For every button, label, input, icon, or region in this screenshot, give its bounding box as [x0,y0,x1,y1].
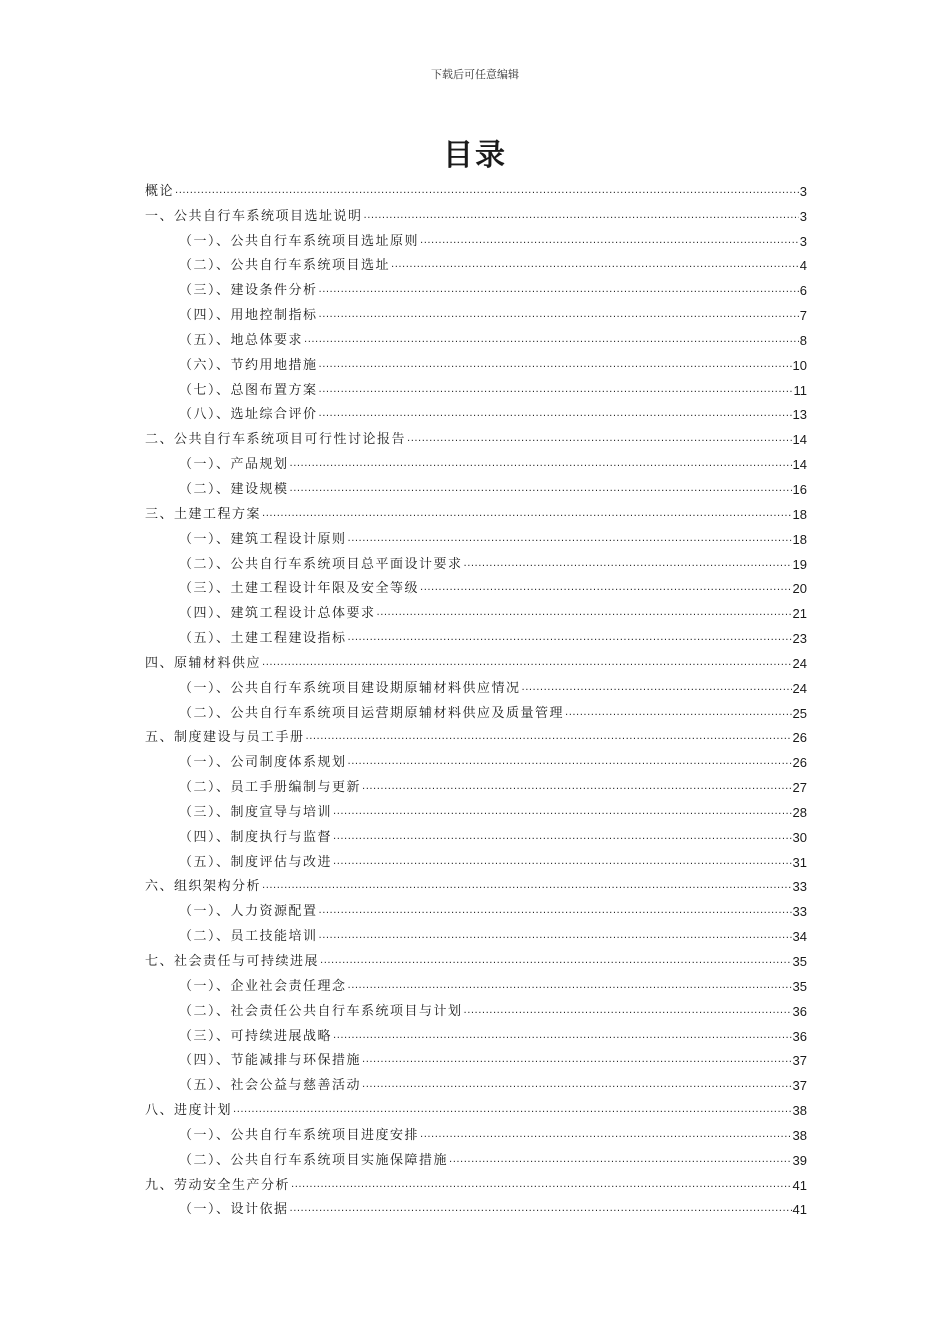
toc-entry-label: （一）、产品规划 [179,457,289,473]
toc-entry-label: 七、社会责任与可持续进展 [145,954,320,969]
toc-page-number: 3 [799,233,807,249]
toc-leader-dots [377,606,792,620]
toc-entry-label: （二）、员工手册编制与更新 [179,780,362,796]
toc-subentry[interactable] [145,574,807,599]
toc-entry-label: （二）、员工技能培训 [179,929,318,945]
toc-page-number: 16 [792,481,807,497]
toc-entry-label: （一）、设计依据 [179,1202,289,1218]
toc-entry[interactable] [145,946,807,971]
toc-subentry[interactable] [145,1046,807,1071]
toc-page-number: 27 [792,780,807,796]
toc-entry-label: （一）、人力资源配置 [179,904,318,920]
toc-entry-label: （一）、公共自行车系统项目建设期原辅材料供应情况 [179,680,521,696]
toc-page-number: 33 [792,904,807,920]
toc-page-number: 24 [792,680,807,696]
toc-entry-label: （四）、制度执行与监督 [179,829,333,845]
toc-page-number: 23 [792,631,807,647]
toc-page-number: 30 [792,829,807,845]
toc-page-number: 20 [792,581,807,597]
toc-page-number: 19 [792,556,807,572]
toc-subentry[interactable] [145,1070,807,1095]
toc-entry[interactable] [145,648,807,673]
toc-subentry[interactable] [145,400,807,425]
toc-leader-dots [362,1078,792,1092]
toc-subentry[interactable] [145,549,807,574]
toc-leader-dots [262,656,792,670]
toc-leader-dots [364,209,799,223]
toc-subentry[interactable] [145,971,807,996]
toc-subentry[interactable] [145,325,807,350]
toc-page-number: 26 [792,730,807,746]
toc-leader-dots [464,1004,792,1018]
toc-leader-dots [420,581,792,595]
toc-page-number: 7 [799,308,807,324]
toc-entry-label: （四）、用地控制指标 [179,308,318,324]
toc-leader-dots [333,805,792,819]
toc-leader-dots [319,904,792,918]
toc-subentry[interactable] [145,847,807,872]
toc-leader-dots [319,407,792,421]
toc-subentry[interactable] [145,896,807,921]
toc-leader-dots [319,308,799,322]
toc-entry-label: （五）、社会公益与慈善活动 [179,1078,362,1094]
toc-entry-label: （七）、总图布置方案 [179,382,318,398]
toc-leader-dots [449,1153,792,1167]
toc-subentry[interactable] [145,449,807,474]
toc-page-number: 14 [792,432,807,448]
page-header-note: 下载后可任意编辑 [431,68,519,81]
toc-page-number: 14 [792,457,807,473]
toc-subentry[interactable] [145,673,807,698]
toc-leader-dots [348,532,792,546]
toc-leader-dots [420,234,799,248]
toc-leader-dots [333,855,792,869]
toc-subentry[interactable] [145,996,807,1021]
toc-subentry[interactable] [145,474,807,499]
toc-entry-label: （二）、公共自行车系统项目运营期原辅材料供应及质量管理 [179,705,565,721]
toc-leader-dots [304,333,799,347]
toc-page-number: 10 [792,357,807,373]
toc-leader-dots [262,507,792,521]
toc-page-number: 3 [799,183,807,199]
toc-entry[interactable] [145,1095,807,1120]
toc-subentry[interactable] [145,226,807,251]
toc-page-number: 37 [792,1053,807,1069]
toc-page-number: 41 [792,1177,807,1193]
toc-subentry[interactable] [145,1145,807,1170]
toc-leader-dots [291,1178,792,1192]
toc-leader-dots [306,730,792,744]
toc-entry[interactable] [145,201,807,226]
toc-page-number: 35 [792,978,807,994]
toc-page-number: 4 [799,258,807,274]
toc-page-number: 36 [792,1028,807,1044]
toc-leader-dots [319,283,799,297]
toc-entry-label: 一、公共自行车系统项目选址说明 [145,208,363,224]
toc-entry[interactable] [145,424,807,449]
toc-entry-label: 五、制度建设与员工手册 [145,730,305,746]
toc-subentry[interactable] [145,275,807,300]
toc-entry-label: （一）、公共自行车系统项目进度安排 [179,1127,420,1143]
toc-entry-label: （四）、建筑工程设计总体要求 [179,606,376,622]
toc-entry-label: （四）、节能减排与环保措施 [179,1053,362,1069]
toc-leader-dots [391,258,799,272]
toc-entry-label: （二）、公共自行车系统项目实施保障措施 [179,1152,449,1168]
toc-page-number: 37 [792,1078,807,1094]
toc-page-number: 18 [792,506,807,522]
toc-leader-dots [320,954,792,968]
toc-subentry[interactable] [145,251,807,276]
toc-entry-label: （八）、选址综合评价 [179,407,318,423]
toc-subentry[interactable] [145,524,807,549]
toc-entry-label: （五）、地总体要求 [179,332,304,348]
toc-subentry[interactable] [145,698,807,723]
toc-leader-dots [319,383,793,397]
toc-page-number: 39 [792,1152,807,1168]
toc-entry-label: （一）、公共自行车系统项目选址原则 [179,233,420,249]
toc-page-number: 36 [792,1003,807,1019]
toc-entry-label: 六、组织架构分析 [145,879,262,895]
toc-leader-dots [233,1103,792,1117]
toc-entry[interactable] [145,723,807,748]
toc-subentry[interactable] [145,350,807,375]
toc-page-number: 13 [792,407,807,423]
toc-page-number: 18 [792,531,807,547]
toc-subentry[interactable] [145,1195,807,1220]
toc-entry[interactable] [145,872,807,897]
toc-leader-dots [262,879,792,893]
toc-entry-label: （二）、公共自行车系统项目选址 [179,258,391,274]
toc-leader-dots [362,780,792,794]
toc-subentry[interactable] [145,1120,807,1145]
toc-page-number: 21 [792,606,807,622]
toc-leader-dots [175,184,799,198]
toc-entry-label: （二）、公共自行车系统项目总平面设计要求 [179,556,463,572]
toc-entry-label: （三）、可持续进展战略 [179,1028,333,1044]
toc-leader-dots [290,482,792,496]
toc-page-number: 28 [792,804,807,820]
toc-leader-dots [565,706,792,720]
toc-leader-dots [348,979,792,993]
toc-page-number: 8 [799,332,807,348]
toc-entry-label: （六）、节约用地措施 [179,357,318,373]
toc-page-number: 11 [793,382,807,398]
toc-subentry[interactable] [145,375,807,400]
toc-subentry[interactable] [145,921,807,946]
toc-entry[interactable] [145,1170,807,1195]
toc-leader-dots [319,358,792,372]
toc-page-number: 35 [792,954,807,969]
toc-leader-dots [290,1202,792,1216]
toc-entry-label: （五）、土建工程建设指标 [179,631,347,647]
toc-leader-dots [319,929,792,943]
toc-entry-label: 三、土建工程方案 [145,506,262,522]
toc-leader-dots [362,1053,792,1067]
toc-entry[interactable] [145,499,807,524]
toc-page-number: 26 [792,755,807,771]
toc-subentry[interactable] [145,822,807,847]
toc-entry[interactable] [145,176,807,201]
toc-subentry[interactable] [145,747,807,772]
toc-leader-dots [348,755,792,769]
toc-entry-label: （三）、土建工程设计年限及安全等级 [179,581,420,597]
toc-leader-dots [464,557,792,571]
toc-entry-label: （一）、企业社会责任理念 [179,978,347,994]
toc-page-number: 3 [799,208,807,224]
toc-leader-dots [348,631,792,645]
toc-page-number: 24 [792,655,807,671]
toc-leader-dots [407,432,792,446]
toc-entry-label: （三）、建设条件分析 [179,283,318,299]
toc-subentry[interactable] [145,772,807,797]
toc-subentry[interactable] [145,598,807,623]
toc-entry-label: （一）、建筑工程设计原则 [179,531,347,547]
toc-entry-label: （二）、社会责任公共自行车系统项目与计划 [179,1003,463,1019]
toc-entry-label: 四、原辅材料供应 [145,655,262,671]
toc-subentry[interactable] [145,623,807,648]
toc-subentry[interactable] [145,300,807,325]
toc-subentry[interactable] [145,1021,807,1046]
toc-entry-label: （五）、制度评估与改进 [179,854,333,870]
toc-subentry[interactable] [145,797,807,822]
toc-leader-dots [290,457,792,471]
toc-page-number: 41 [792,1202,807,1218]
toc-page-number: 6 [799,283,807,299]
toc-leader-dots [333,830,792,844]
toc-page-number: 25 [792,705,807,721]
toc-entry-label: 九、劳动安全生产分析 [145,1177,291,1193]
toc-entry-label: 概论 [145,183,175,199]
toc-entry-label: （三）、制度宣导与培训 [179,804,333,820]
toc-page-number: 31 [792,854,807,870]
toc-entry-label: 八、进度计划 [145,1103,233,1119]
table-of-contents [145,176,807,1219]
toc-leader-dots [333,1029,792,1043]
toc-entry-label: 二、公共自行车系统项目可行性讨论报告 [145,432,407,448]
toc-entry-label: （一）、公司制度体系规划 [179,755,347,771]
toc-page-number: 33 [792,879,807,895]
toc-leader-dots [522,681,792,695]
toc-page-number: 38 [792,1103,807,1119]
toc-title: 目录 [443,138,507,173]
toc-entry-label: （二）、建设规模 [179,481,289,497]
toc-page-number: 34 [792,929,807,945]
toc-page-number: 38 [792,1127,807,1143]
toc-leader-dots [420,1128,792,1142]
